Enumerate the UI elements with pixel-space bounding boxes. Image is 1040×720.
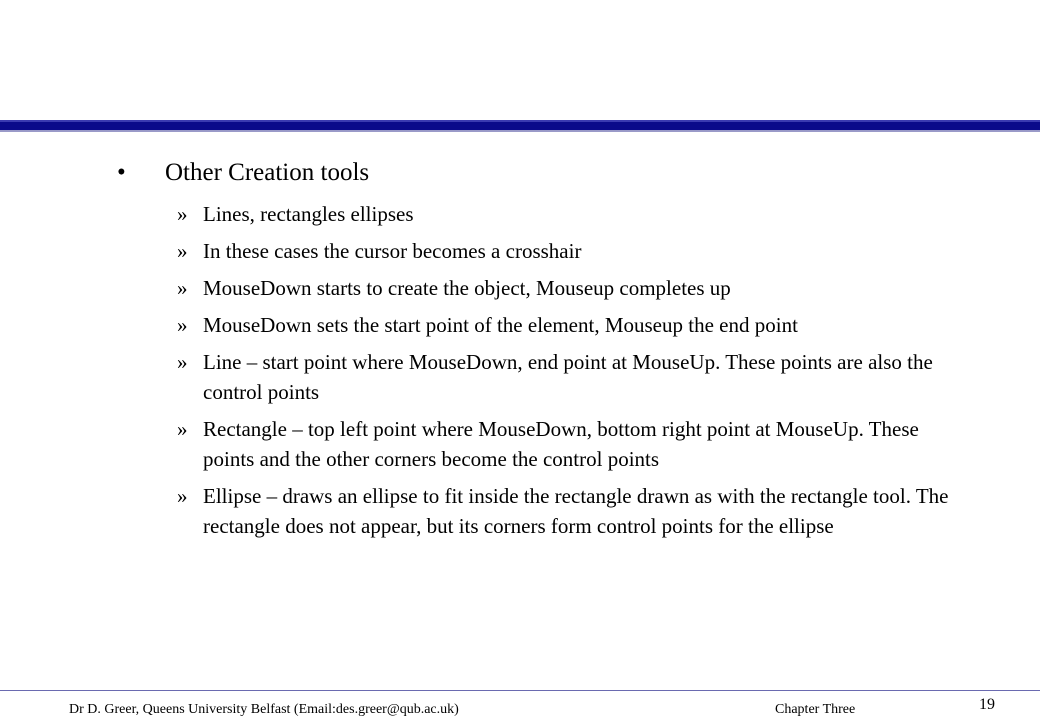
sub-point-text: Rectangle – top left point where MouseDown, bottom right point at MouseUp. These points and the other corners become the control points xyxy=(203,417,919,471)
sub-point xyxy=(177,273,957,303)
sub-point-marker: » xyxy=(177,484,188,508)
page-number: 19 xyxy=(979,696,995,713)
sub-point-marker: » xyxy=(177,350,188,374)
sub-point-marker: » xyxy=(177,313,188,337)
sub-point xyxy=(177,414,957,474)
footer-chapter: Chapter Three xyxy=(775,702,856,717)
sub-point-text: MouseDown starts to create the object, Mouseup completes up xyxy=(203,276,731,300)
sub-point-marker: » xyxy=(177,276,188,300)
sub-point-marker: » xyxy=(177,202,188,226)
sub-point xyxy=(177,236,957,266)
sub-point xyxy=(177,310,957,340)
sub-point-text: Lines, rectangles ellipses xyxy=(203,202,414,226)
sub-point-marker: » xyxy=(177,239,188,263)
footer-rule xyxy=(0,690,1040,691)
sub-point-text: Ellipse – draws an ellipse to fit inside the rectangle drawn as with the rectangle tool. The rectangle does not appear, but its corners form control points for the ellipse xyxy=(203,484,949,538)
header-band-highlight xyxy=(0,120,1040,122)
sub-point-marker: » xyxy=(177,417,188,441)
sub-point-text: Line – start point where MouseDown, end point at MouseUp. These points are also the control points xyxy=(203,350,933,404)
footer-author: Dr D. Greer, Queens University Belfast (Email:des.greer@qub.ac.uk) xyxy=(69,702,459,717)
sub-point xyxy=(177,199,957,229)
sub-point-text: MouseDown sets the start point of the element, Mouseup the end point xyxy=(203,313,798,337)
sub-point xyxy=(177,481,957,541)
header-underline xyxy=(0,130,1040,132)
sub-point-text: In these cases the cursor becomes a crosshair xyxy=(203,239,582,263)
slide-heading: Other Creation tools xyxy=(165,159,370,186)
header-rule xyxy=(0,120,1040,132)
bullet-marker: • xyxy=(117,159,126,186)
sub-point-list xyxy=(177,199,957,548)
sub-point xyxy=(177,347,957,407)
